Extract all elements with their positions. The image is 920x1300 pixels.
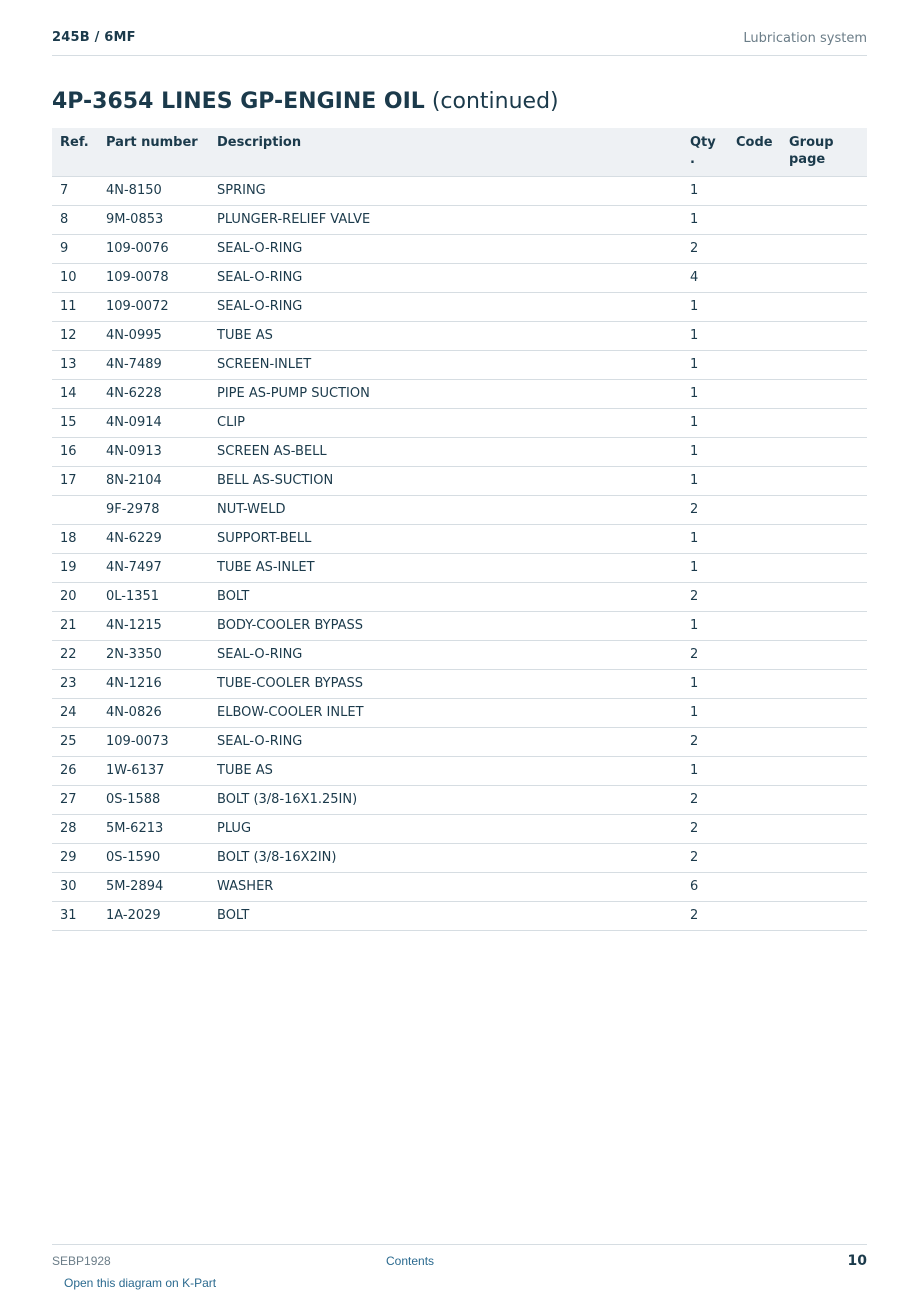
cell-part-number: 5M-6213 xyxy=(98,814,209,843)
cell-description: SEAL-O-RING xyxy=(209,292,682,321)
cell-ref: 7 xyxy=(52,176,98,205)
cell-code xyxy=(728,292,781,321)
cell-part-number: 2N-3350 xyxy=(98,640,209,669)
cell-code xyxy=(728,553,781,582)
cell-qty: 1 xyxy=(682,292,728,321)
cell-ref: 11 xyxy=(52,292,98,321)
cell-qty: 1 xyxy=(682,524,728,553)
cell-group-page xyxy=(781,553,867,582)
cell-code xyxy=(728,176,781,205)
table-row xyxy=(52,205,867,234)
cell-ref: 16 xyxy=(52,437,98,466)
cell-description: BOLT xyxy=(209,901,682,930)
cell-code xyxy=(728,901,781,930)
cell-group-page xyxy=(781,495,867,524)
table-row xyxy=(52,727,867,756)
cell-group-page xyxy=(781,640,867,669)
table-row xyxy=(52,814,867,843)
cell-ref: 22 xyxy=(52,640,98,669)
cell-ref: 15 xyxy=(52,408,98,437)
cell-code xyxy=(728,408,781,437)
cell-part-number: 1W-6137 xyxy=(98,756,209,785)
cell-group-page xyxy=(781,350,867,379)
cell-code xyxy=(728,785,781,814)
cell-ref: 9 xyxy=(52,234,98,263)
cell-qty: 1 xyxy=(682,669,728,698)
cell-code xyxy=(728,234,781,263)
column-header-description: Description xyxy=(209,128,682,176)
cell-description: BELL AS-SUCTION xyxy=(209,466,682,495)
cell-qty: 1 xyxy=(682,176,728,205)
cell-description: SEAL-O-RING xyxy=(209,234,682,263)
cell-group-page xyxy=(781,379,867,408)
contents-link[interactable]: Contents xyxy=(386,1254,435,1268)
cell-ref: 14 xyxy=(52,379,98,408)
table-row xyxy=(52,524,867,553)
cell-part-number: 4N-6229 xyxy=(98,524,209,553)
cell-code xyxy=(728,582,781,611)
cell-group-page xyxy=(781,785,867,814)
table-row xyxy=(52,263,867,292)
cell-part-number: 8N-2104 xyxy=(98,466,209,495)
cell-qty: 1 xyxy=(682,379,728,408)
cell-group-page xyxy=(781,234,867,263)
cell-qty: 1 xyxy=(682,553,728,582)
cell-ref: 31 xyxy=(52,901,98,930)
parts-table xyxy=(52,128,867,931)
cell-ref: 23 xyxy=(52,669,98,698)
column-header-ref: Ref. xyxy=(52,128,98,176)
cell-description: CLIP xyxy=(209,408,682,437)
cell-part-number: 1A-2029 xyxy=(98,901,209,930)
cell-group-page xyxy=(781,176,867,205)
cell-part-number: 109-0076 xyxy=(98,234,209,263)
cell-code xyxy=(728,495,781,524)
cell-ref: 20 xyxy=(52,582,98,611)
column-header-qty xyxy=(682,128,728,176)
cell-ref: 27 xyxy=(52,785,98,814)
cell-code xyxy=(728,698,781,727)
open-kpart-link[interactable]: Open this diagram on K-Part xyxy=(64,1276,217,1290)
cell-group-page xyxy=(781,205,867,234)
cell-group-page xyxy=(781,669,867,698)
cell-code xyxy=(728,843,781,872)
cell-ref: 30 xyxy=(52,872,98,901)
cell-description: BOLT (3/8-16X1.25IN) xyxy=(209,785,682,814)
cell-ref: 17 xyxy=(52,466,98,495)
cell-qty: 1 xyxy=(682,756,728,785)
cell-qty: 2 xyxy=(682,843,728,872)
cell-description: NUT-WELD xyxy=(209,495,682,524)
cell-description: TUBE AS xyxy=(209,756,682,785)
cell-qty: 1 xyxy=(682,350,728,379)
cell-description: WASHER xyxy=(209,872,682,901)
cell-description: PLUG xyxy=(209,814,682,843)
cell-qty: 2 xyxy=(682,727,728,756)
table-row xyxy=(52,785,867,814)
cell-description: BOLT (3/8-16X2IN) xyxy=(209,843,682,872)
column-header-group-line1: Group xyxy=(789,135,834,150)
cell-code xyxy=(728,524,781,553)
cell-ref: 28 xyxy=(52,814,98,843)
cell-qty: 2 xyxy=(682,640,728,669)
cell-description: SEAL-O-RING xyxy=(209,727,682,756)
cell-group-page xyxy=(781,901,867,930)
cell-ref xyxy=(52,495,98,524)
table-row xyxy=(52,901,867,930)
cell-ref: 8 xyxy=(52,205,98,234)
cell-qty: 4 xyxy=(682,263,728,292)
table-row xyxy=(52,234,867,263)
table-row xyxy=(52,321,867,350)
cell-ref: 26 xyxy=(52,756,98,785)
cell-ref: 18 xyxy=(52,524,98,553)
cell-description: BOLT xyxy=(209,582,682,611)
table-row xyxy=(52,176,867,205)
cell-part-number: 0S-1588 xyxy=(98,785,209,814)
cell-group-page xyxy=(781,437,867,466)
cell-description: ELBOW-COOLER INLET xyxy=(209,698,682,727)
table-row xyxy=(52,669,867,698)
cell-qty: 2 xyxy=(682,814,728,843)
cell-group-page xyxy=(781,843,867,872)
cell-description: TUBE AS xyxy=(209,321,682,350)
cell-description: SCREEN AS-BELL xyxy=(209,437,682,466)
cell-qty: 1 xyxy=(682,466,728,495)
cell-group-page xyxy=(781,582,867,611)
cell-ref: 12 xyxy=(52,321,98,350)
table-row xyxy=(52,466,867,495)
cell-part-number: 109-0072 xyxy=(98,292,209,321)
cell-part-number: 4N-6228 xyxy=(98,379,209,408)
cell-ref: 25 xyxy=(52,727,98,756)
table-row xyxy=(52,350,867,379)
cell-part-number: 4N-0826 xyxy=(98,698,209,727)
cell-group-page xyxy=(781,756,867,785)
cell-description: PIPE AS-PUMP SUCTION xyxy=(209,379,682,408)
table-row xyxy=(52,843,867,872)
page-number: 10 xyxy=(847,1253,867,1269)
cell-qty: 2 xyxy=(682,785,728,814)
column-header-code: Code xyxy=(728,128,781,176)
cell-ref: 10 xyxy=(52,263,98,292)
table-row xyxy=(52,495,867,524)
cell-code xyxy=(728,379,781,408)
cell-ref: 19 xyxy=(52,553,98,582)
cell-ref: 24 xyxy=(52,698,98,727)
column-header-group-line2: page xyxy=(789,152,826,167)
column-header-group-page xyxy=(781,128,867,176)
cell-part-number: 109-0073 xyxy=(98,727,209,756)
page-title xyxy=(52,89,559,114)
cell-group-page xyxy=(781,872,867,901)
cell-code xyxy=(728,205,781,234)
cell-qty: 2 xyxy=(682,901,728,930)
cell-group-page xyxy=(781,321,867,350)
cell-part-number: 0S-1590 xyxy=(98,843,209,872)
cell-group-page xyxy=(781,814,867,843)
cell-part-number: 5M-2894 xyxy=(98,872,209,901)
cell-part-number: 4N-7497 xyxy=(98,553,209,582)
cell-group-page xyxy=(781,292,867,321)
cell-part-number: 0L-1351 xyxy=(98,582,209,611)
table-row xyxy=(52,379,867,408)
cell-part-number: 4N-8150 xyxy=(98,176,209,205)
cell-description: SCREEN-INLET xyxy=(209,350,682,379)
cell-ref: 29 xyxy=(52,843,98,872)
parts-table-header xyxy=(52,128,867,176)
cell-part-number: 4N-0913 xyxy=(98,437,209,466)
cell-qty: 1 xyxy=(682,611,728,640)
cell-code xyxy=(728,263,781,292)
cell-description: SEAL-O-RING xyxy=(209,640,682,669)
cell-code xyxy=(728,872,781,901)
cell-ref: 21 xyxy=(52,611,98,640)
table-row xyxy=(52,640,867,669)
page-footer xyxy=(52,1244,867,1275)
table-row xyxy=(52,872,867,901)
cell-group-page xyxy=(781,611,867,640)
cell-description: TUBE-COOLER BYPASS xyxy=(209,669,682,698)
cell-code xyxy=(728,756,781,785)
cell-code xyxy=(728,611,781,640)
cell-group-page xyxy=(781,727,867,756)
cell-qty: 2 xyxy=(682,495,728,524)
table-row xyxy=(52,611,867,640)
cell-part-number: 4N-1216 xyxy=(98,669,209,698)
cell-group-page xyxy=(781,524,867,553)
parts-table-body xyxy=(52,176,867,930)
cell-part-number: 4N-7489 xyxy=(98,350,209,379)
table-row xyxy=(52,756,867,785)
cell-ref: 13 xyxy=(52,350,98,379)
cell-group-page xyxy=(781,263,867,292)
page-title-main: 4P-3654 LINES GP-ENGINE OIL xyxy=(52,89,425,114)
table-row xyxy=(52,698,867,727)
cell-description: SEAL-O-RING xyxy=(209,263,682,292)
cell-part-number: 9M-0853 xyxy=(98,205,209,234)
cell-code xyxy=(728,437,781,466)
cell-qty: 2 xyxy=(682,234,728,263)
column-header-qty-line1: Qty xyxy=(690,135,716,150)
cell-code xyxy=(728,350,781,379)
cell-description: SUPPORT-BELL xyxy=(209,524,682,553)
cell-part-number: 4N-1215 xyxy=(98,611,209,640)
cell-description: SPRING xyxy=(209,176,682,205)
header-row xyxy=(52,128,867,176)
document-number: SEBP1928 xyxy=(52,1254,111,1268)
cell-part-number: 9F-2978 xyxy=(98,495,209,524)
cell-code xyxy=(728,727,781,756)
cell-qty: 1 xyxy=(682,437,728,466)
column-header-part-number: Part number xyxy=(98,128,209,176)
cell-description: PLUNGER-RELIEF VALVE xyxy=(209,205,682,234)
table-row xyxy=(52,292,867,321)
cell-qty: 1 xyxy=(682,408,728,437)
table-row xyxy=(52,408,867,437)
cell-qty: 1 xyxy=(682,321,728,350)
cell-part-number: 4N-0914 xyxy=(98,408,209,437)
cell-qty: 1 xyxy=(682,698,728,727)
column-header-qty-line2: . xyxy=(690,152,695,167)
cell-code xyxy=(728,321,781,350)
page-title-suffix: (continued) xyxy=(431,89,559,114)
table-row xyxy=(52,437,867,466)
model-label: 245B / 6MF xyxy=(52,30,136,45)
cell-code xyxy=(728,669,781,698)
cell-code xyxy=(728,814,781,843)
cell-description: BODY-COOLER BYPASS xyxy=(209,611,682,640)
cell-group-page xyxy=(781,466,867,495)
cell-qty: 1 xyxy=(682,205,728,234)
cell-part-number: 109-0078 xyxy=(98,263,209,292)
table-row xyxy=(52,582,867,611)
cell-qty: 2 xyxy=(682,582,728,611)
cell-part-number: 4N-0995 xyxy=(98,321,209,350)
cell-code xyxy=(728,640,781,669)
cell-group-page xyxy=(781,698,867,727)
table-row xyxy=(52,553,867,582)
page-header xyxy=(52,28,867,56)
cell-qty: 6 xyxy=(682,872,728,901)
section-label: Lubrication system xyxy=(743,31,867,46)
cell-group-page xyxy=(781,408,867,437)
cell-description: TUBE AS-INLET xyxy=(209,553,682,582)
cell-code xyxy=(728,466,781,495)
